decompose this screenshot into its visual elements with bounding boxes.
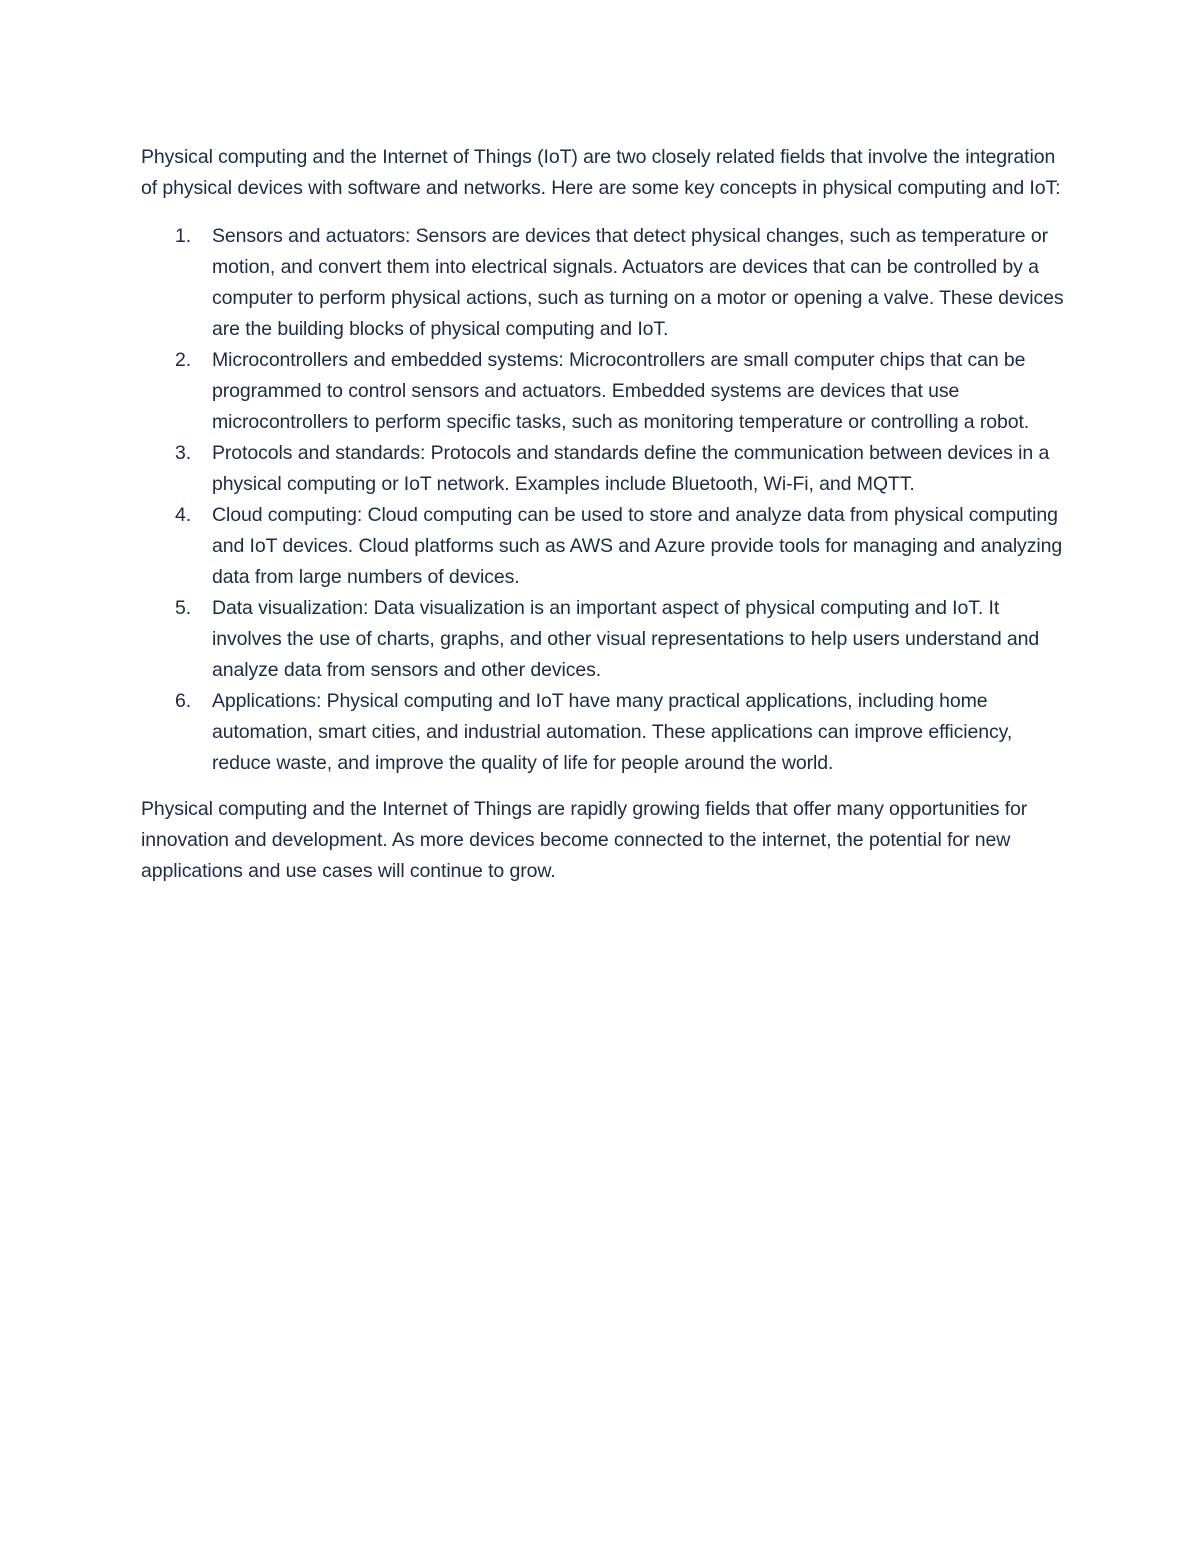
list-item-number: 4. (175, 504, 192, 526)
list-item-number: 2. (175, 349, 192, 371)
list-item (141, 345, 1066, 438)
list-item-number: 3. (175, 442, 192, 464)
key-concepts-list (141, 221, 1066, 779)
document-body (141, 142, 1066, 887)
conclusion-paragraph: Physical computing and the Internet of Things are rapidly growing fields that offer many opportunities for innovation and development. As more devices become connected to the internet, the potential for new applications and use cases will continue to grow. (141, 798, 1028, 882)
list-item (141, 686, 1066, 779)
list-item-number: 5. (175, 597, 192, 619)
list-item (141, 593, 1066, 686)
list-item-text: Applications: Physical computing and IoT have many practical applications, including home automation, smart cities, and industrial automation. These applications can improve efficiency, reduce waste, and improve the quality of life for people around the world. (212, 690, 1013, 774)
list-item-text: Cloud computing: Cloud computing can be used to store and analyze data from physical computing and IoT devices. Cloud platforms such as AWS and Azure provide tools for managing and analyzing data from large numbers of devices. (212, 504, 1063, 588)
list-item (141, 500, 1066, 593)
intro-paragraph: Physical computing and the Internet of Things (IoT) are two closely related fields that involve the integration of physical devices with software and networks. Here are some key concepts in physical computing and IoT: (141, 146, 1061, 199)
list-item-text: Sensors and actuators: Sensors are devices that detect physical changes, such as temperature or motion, and convert them into electrical signals. Actuators are devices that can be controlled by a computer to perform physical actions, such as turning on a motor or opening a valve. These devices are the building blocks of physical computing and IoT. (212, 225, 1064, 340)
list-item-number: 1. (175, 225, 192, 247)
list-item (141, 221, 1066, 345)
list-item-text: Data visualization: Data visualization is an important aspect of physical computing and IoT. It involves the use of charts, graphs, and other visual representations to help users understand and analyze data from sensors and other devices. (212, 597, 1040, 681)
list-item-text: Microcontrollers and embedded systems: Microcontrollers are small computer chips that can be programmed to control sensors and actuators. Embedded systems are devices that use microcontrollers to perform specific tasks, such as monitoring temperature or controlling a robot. (212, 349, 1030, 433)
list-item (141, 438, 1066, 500)
list-item-text: Protocols and standards: Protocols and standards define the communication between devices in a physical computing or IoT network. Examples include Bluetooth, Wi-Fi, and MQTT. (212, 442, 1050, 495)
list-item-number: 6. (175, 690, 192, 712)
